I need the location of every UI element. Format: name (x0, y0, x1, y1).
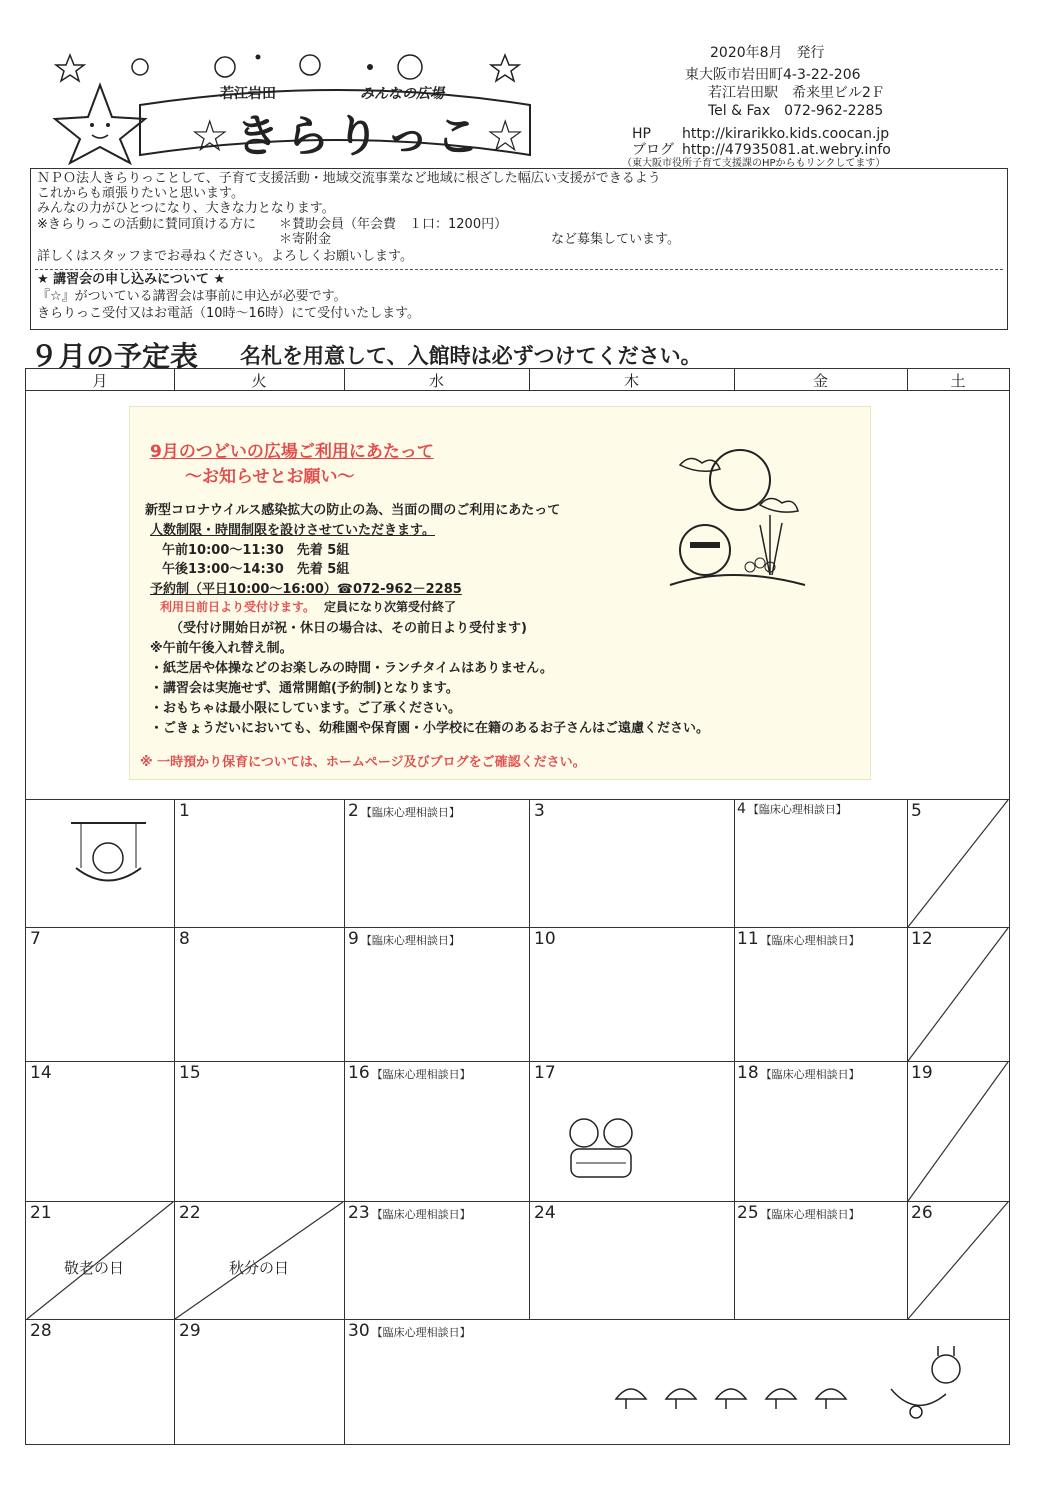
panel-text: 午後13:00～14:30 先着 5組 (162, 562, 350, 577)
day-18: 18 【臨床心理相談日】 (737, 1063, 860, 1083)
address-line-2: 若江岩田駅 希来里ビル2Ｆ (708, 85, 885, 101)
blog-url[interactable]: http://47935081.at.webry.info (682, 142, 891, 158)
counseling-day-tag: 【臨床心理相談日】 (760, 934, 860, 947)
day-29: 29 (179, 1321, 201, 1341)
blog-label: ブログ (632, 142, 674, 158)
day-25: 25 【臨床心理相談日】 (737, 1203, 860, 1223)
panel-title: 9月のつどいの広場ご利用にあたって (150, 442, 434, 462)
saturday-strike (908, 1062, 1008, 1201)
day-14: 14 (30, 1063, 52, 1083)
link-note: （東大阪市役所子育て支援課のHPからもリンクしてます） (622, 158, 886, 169)
notice-line: 『☆』がついている講習会は事前に申込が必要です。 (37, 289, 347, 304)
panel-text: 定員になり次第受付終了 (324, 600, 457, 614)
notice-line: 詳しくはスタッフまでお尋ねください。よろしくお願いします。 (37, 249, 413, 264)
notice-line: みんなの力がひとつになり、大きな力となります。 (37, 201, 335, 216)
dow-friday: 金 (812, 372, 828, 390)
day-23: 23 【臨床心理相談日】 (348, 1203, 471, 1223)
counseling-day-tag: 【臨床心理相談日】 (360, 806, 460, 819)
day-15: 15 (179, 1063, 201, 1083)
panel-text: 予約制（平日10:00～16:00）☎072-962－2285 (150, 582, 462, 597)
panel-text: 新型コロナウイルス感染拡大の防止の為、当面の間のご利用にあたって (145, 503, 561, 518)
day-26: 26 (911, 1203, 933, 1223)
logo-subtitle-area: 若江岩田 (220, 86, 276, 102)
seminar-heading: ★ 講習会の申し込みについて ★ (37, 272, 226, 287)
dow-saturday: 土 (950, 372, 966, 390)
diagonal-lines (26, 369, 1009, 1444)
notice-box (30, 168, 1008, 330)
day-17: 17 (534, 1063, 556, 1083)
panel-text-red: ※ 一時預かり保育については、ホームページ及びブログをご確認ください。 (140, 755, 586, 770)
day-5: 5 (911, 801, 922, 821)
notice-line: など募集しています。 (551, 232, 680, 247)
hp-url[interactable]: http://kirarikko.kids.coocan.jp (682, 126, 890, 142)
day-19: 19 (911, 1063, 933, 1083)
dow-tuesday: 火 (251, 372, 267, 390)
day-1: 1 (179, 801, 190, 821)
counseling-day-tag: 【臨床心理相談日】 (760, 1068, 860, 1081)
notice-line: これからも頑張りたいと思います。 (37, 186, 244, 201)
panel-text: ・おもちゃは最小限にしています。ご了承ください。 (150, 701, 461, 716)
hp-label: HP (632, 126, 651, 142)
issue-date: 2020年8月 発行 (710, 45, 825, 61)
saturday-strike (908, 1202, 1008, 1319)
dow-monday: 月 (92, 372, 108, 390)
counseling-day-tag: 【臨床心理相談日】 (371, 1208, 471, 1221)
day-4: 4 【臨床心理相談日】 (737, 801, 847, 817)
notice-line: ※きらりっこの活動に賛同頂ける方に (37, 217, 256, 232)
panel-text: ・講習会は実施せず、通常開館(予約制)となります。 (150, 681, 459, 696)
address-line-1: 東大阪市岩田町4-3-22-206 (685, 67, 861, 83)
day-16: 16 【臨床心理相談日】 (348, 1063, 471, 1083)
holiday-autumn-equinox: 秋分の日 (229, 1259, 290, 1277)
divider (35, 269, 1003, 270)
day-12: 12 (911, 929, 933, 949)
day-22: 22 (179, 1203, 201, 1223)
logo-title: ☆きらりっこ☆ (190, 111, 531, 162)
saturday-strike (908, 800, 1008, 927)
day-11: 11 【臨床心理相談日】 (737, 929, 860, 949)
schedule-title: ９月の予定表 (30, 340, 199, 373)
logo-subtitle-plaza: みんなの広場 (360, 86, 444, 102)
panel-text: 人数制限・時間制限を設けさせていただきます。 (150, 523, 435, 538)
schedule-note: 名札を用意して、入館時は必ずつけてください。 (240, 344, 702, 368)
holiday-strike (175, 1202, 343, 1319)
counseling-day-tag: 【臨床心理相談日】 (371, 1068, 471, 1081)
holiday-strike (27, 1202, 173, 1319)
counseling-day-tag: 【臨床心理相談日】 (747, 803, 847, 816)
holiday-respect-for-aged: 敬老の日 (64, 1259, 125, 1277)
day-7: 7 (30, 929, 41, 949)
tel-fax: Tel & Fax 072-962-2285 (708, 103, 884, 119)
day-3: 3 (534, 801, 545, 821)
panel-text: ・紙芝居や体操などのお楽しみの時間・ランチタイムはありません。 (150, 661, 553, 676)
day-8: 8 (179, 929, 190, 949)
notice-line: きらりっこ受付又はお電話（10時～16時）にて受付いたします。 (37, 306, 421, 321)
day-28: 28 (30, 1321, 52, 1341)
calendar (25, 368, 1010, 1445)
panel-text: ※午前午後入れ替え制。 (150, 641, 293, 656)
counseling-day-tag: 【臨床心理相談日】 (360, 934, 460, 947)
notice-line: ＊寄附金 (279, 232, 332, 247)
day-21: 21 (30, 1203, 52, 1223)
logo (40, 45, 550, 165)
day-2: 2 【臨床心理相談日】 (348, 801, 460, 821)
panel-text: 午前10:00～11:30 先着 5組 (162, 543, 350, 558)
day-9: 9 【臨床心理相談日】 (348, 929, 460, 949)
panel-subtitle: ～お知らせとお願い～ (185, 467, 355, 487)
saturday-strike (908, 928, 1008, 1061)
counseling-day-tag: 【臨床心理相談日】 (371, 1326, 471, 1339)
day-30: 30 【臨床心理相談日】 (348, 1321, 471, 1341)
counseling-day-tag: 【臨床心理相談日】 (760, 1208, 860, 1221)
day-10: 10 (534, 929, 556, 949)
panel-text: （受付け開始日が祝・休日の場合は、その前日より受付ます) (170, 621, 527, 636)
dow-wednesday: 水 (428, 372, 444, 390)
day-24: 24 (534, 1203, 556, 1223)
notice-line: ＊賛助会員（年会費 １口：1200円） (279, 217, 508, 232)
panel-text-red: 利用日前日より受付けます。 (160, 600, 316, 614)
panel-text: ・ごきょうだいにおいても、幼稚園や保育園・小学校に在籍のあるお子さんはご遠慮ください。 (150, 721, 710, 736)
dow-thursday: 木 (623, 372, 639, 390)
notice-line: ＮＰＯ法人きらりっことして、子育て支援活動・地域交流事業など地域に根ざした幅広い支援ができるよう (37, 171, 661, 186)
